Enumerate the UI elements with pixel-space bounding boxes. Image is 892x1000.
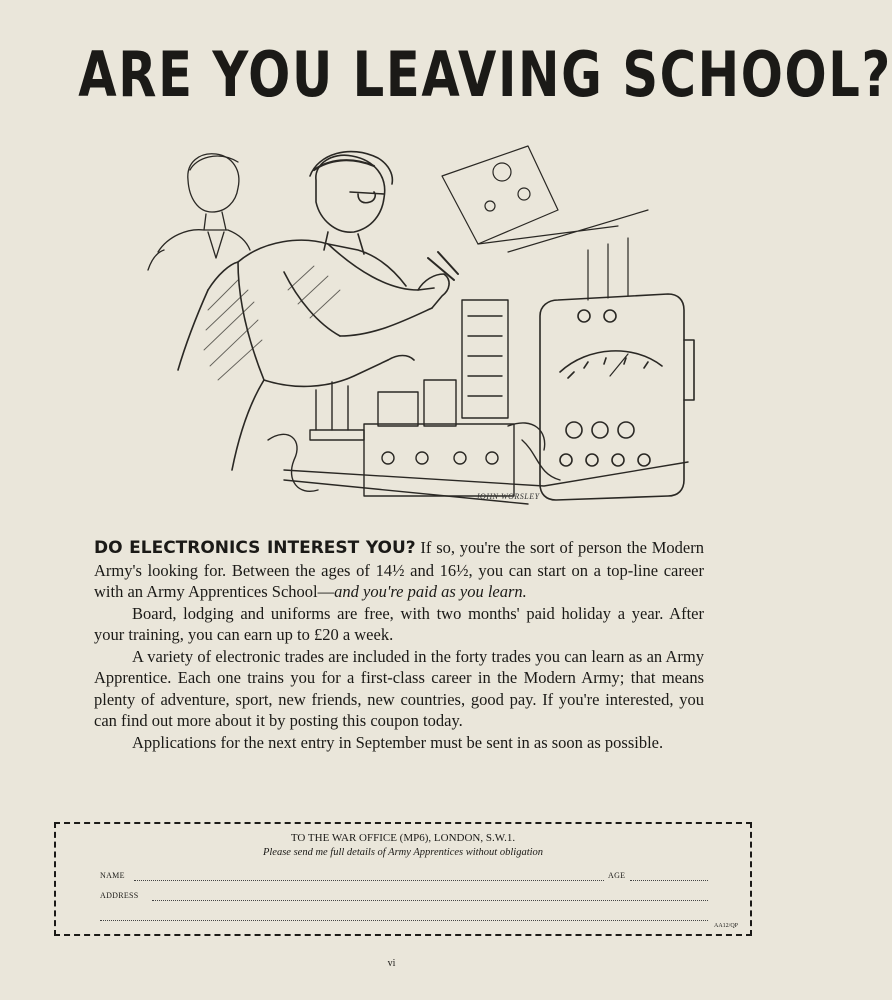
coupon-note: Please send me full details of Army Apprentices without obligation <box>262 847 544 858</box>
body-copy <box>94 537 704 753</box>
age-label: AGE <box>608 871 626 880</box>
address-field-line-1[interactable] <box>152 900 708 901</box>
age-field[interactable] <box>630 880 708 881</box>
page-number: vi <box>387 958 396 969</box>
artist-signature: JOHN WORSLEY <box>476 492 540 501</box>
paragraph-2: Board, lodging and uniforms are free, with two months' paid holiday a year. After your training, you can earn up to £20 a week. <box>94 603 704 644</box>
name-label: NAME <box>100 871 125 880</box>
headline: ARE YOU LEAVING SCHOOL? <box>78 38 892 111</box>
supervisor-figure <box>148 154 250 270</box>
address-label: ADDRESS <box>100 891 139 900</box>
lead-heading: DO ELECTRONICS INTEREST YOU? <box>94 538 416 558</box>
coupon-code: AA12/QP <box>713 923 738 929</box>
paragraph-1-italic: and you're paid as you learn. <box>334 582 527 601</box>
paragraph-1 <box>94 537 704 603</box>
paragraph-1-text: If so, you're the sort of person the Modern Army's looking for. Between the ages of 14½ and 16½, you can start on a top-line career with an Army Apprentices School— <box>94 538 704 601</box>
coupon-address: TO THE WAR OFFICE (MP6), LONDON, S.W.1. <box>290 832 516 844</box>
name-field[interactable] <box>134 880 604 881</box>
illustration-technician-at-electronics-bench <box>88 140 708 530</box>
wall-panel <box>442 146 648 300</box>
meter-instrument <box>540 294 694 500</box>
address-field-line-2[interactable] <box>100 920 708 921</box>
paragraph-4: Applications for the next entry in September must be sent in as soon as possible. <box>132 732 664 752</box>
electronic-chassis <box>310 300 514 496</box>
paragraph-3: A variety of electronic trades are included in the forty trades you can learn as an Army Apprentice. Each one trains you for a first-class career in the Modern Army; that means plenty of adventure, sport, new friends, new countries, good pay. If you're interested, you can find out more about it by posting this coupon today. <box>94 646 704 730</box>
coupon <box>54 822 752 936</box>
